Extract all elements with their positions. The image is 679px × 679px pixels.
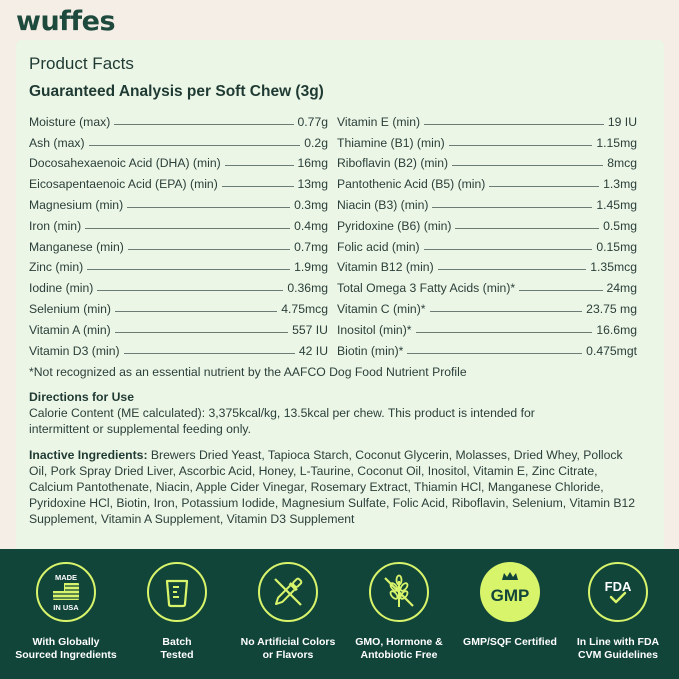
leader-line (416, 332, 593, 333)
nutrient-row (337, 212, 637, 233)
nutrient-value: 0.7mg (294, 239, 328, 254)
nutrient-row (337, 170, 637, 191)
leader-line (489, 186, 599, 187)
badge-caption-line: Sourced Ingredients (15, 649, 117, 661)
badge-caption (344, 636, 454, 662)
nutrient-row (337, 316, 637, 337)
directions-line: intermittent or supplemental feeding only. (29, 422, 251, 436)
nutrient-label: Thiamine (B1) (min) (337, 135, 445, 150)
leader-line (127, 207, 290, 208)
nutrient-row (29, 129, 328, 150)
nutrient-label: Vitamin B12 (min) (337, 260, 434, 275)
badge-caption (11, 636, 121, 662)
nutrient-label: Inositol (min)* (337, 322, 412, 337)
gmp-badge-text: GMP (490, 586, 530, 605)
ingredients-text: Brewers Dried Yeast, Tapioca Starch, Coconut Glycerin, Molasses, Dried Whey, Pollock Oil, Pork Spray Dried Liver, Ascorbic Acid, Honey, L-Taurine, Coconut Oil, Inositol, Vitamin E, Zinc Citrate, Calcium Pantothenate, Niacin, Apple Cider Vinegar, Rosemary Extract, Thiamin HCl, Manganese Chloride, Pyridoxine HCl, Biotin, Iron, Potassium Iodide, Magnesium Sulfate, Folic Acid, Riboflavin, Selenium, Vitamin B12 Supplement, Vitamin A Supplement, Vitamin D3 Supplement (29, 448, 636, 526)
nutrient-label: Pantothenic Acid (B5) (min) (337, 177, 486, 192)
nutrient-value: 16mg (297, 156, 328, 171)
nutrient-label: Ash (max) (29, 135, 85, 150)
nutrient-label: Eicosapentaenoic Acid (EPA) (min) (29, 177, 218, 192)
badge-caption-line: No Artificial Colors (240, 636, 336, 648)
nutrient-row (29, 233, 328, 254)
nutrient-value: 557 IU (292, 322, 328, 337)
nutrient-value: 0.36mg (287, 281, 328, 296)
ingredients-heading: Inactive Ingredients: (29, 448, 148, 462)
nutrient-label: Folic acid (min) (337, 239, 420, 254)
nutrient-value: 0.475mgt (586, 343, 637, 358)
nutrient-label: Vitamin A (min) (29, 322, 111, 337)
nutrient-label: Zinc (min) (29, 260, 84, 275)
badge-caption-line: CVM Guidelines (578, 649, 658, 661)
nutrient-label: Pyridoxine (B6) (min) (337, 218, 452, 233)
badge-caption-line: or Flavors (262, 649, 314, 661)
nutrient-row (337, 108, 637, 129)
nutrient-label: Manganese (min) (29, 239, 124, 254)
nutrient-row (337, 129, 637, 150)
nutrient-value: 23.75 mg (586, 301, 637, 316)
nutrient-row (29, 316, 328, 337)
nutrient-value: 0.2g (304, 135, 328, 150)
leader-line (115, 332, 288, 333)
nutrient-list-left (29, 108, 328, 358)
nutrient-label: Niacin (B3) (min) (337, 197, 429, 212)
nutrient-label: Magnesium (min) (29, 197, 124, 212)
leader-line (87, 269, 290, 270)
nutrient-value: 24mg (606, 281, 637, 296)
nutrient-row (337, 337, 637, 358)
aafco-footnote: *Not recognized as an essential nutrient by the AAFCO Dog Food Nutrient Profile (29, 365, 467, 379)
leader-line (407, 353, 582, 354)
badge-caption-line: Antobiotic Free (360, 649, 438, 661)
badge-fda-guidelines (563, 562, 673, 662)
nutrient-value: 19 IU (607, 114, 637, 129)
badge-gmo-free (344, 562, 454, 662)
leader-line (452, 165, 603, 166)
badge-footer (0, 549, 679, 679)
brand-logo: wuffes (16, 6, 116, 37)
nutrient-row (29, 191, 328, 212)
nutrient-row (29, 108, 328, 129)
leader-line (449, 145, 593, 146)
nutrient-label: Total Omega 3 Fatty Acids (min)* (337, 281, 516, 296)
leader-line (432, 207, 592, 208)
badge-top-text: MADE (54, 573, 78, 582)
badge-caption-line: Tested (160, 649, 194, 661)
badge-caption (122, 636, 232, 662)
nutrient-row (29, 274, 328, 295)
leader-line (124, 353, 295, 354)
badge-caption-line: Batch (162, 636, 192, 648)
leader-line (430, 311, 583, 312)
nutrient-label: Docosahexaenoic Acid (DHA) (min) (29, 156, 221, 171)
nutrient-label: Vitamin D3 (min) (29, 343, 120, 358)
gmp-icon (480, 562, 540, 622)
badge-gmp-certified (455, 562, 565, 649)
leader-line (222, 186, 294, 187)
nutrient-value: 1.9mg (294, 260, 328, 275)
leader-line (424, 249, 593, 250)
analysis-subtitle: Guaranteed Analysis per Soft Chew (3g) (29, 83, 324, 100)
badge-caption (563, 636, 673, 662)
nutrient-row (337, 295, 637, 316)
nutrient-label: Vitamin E (min) (337, 114, 421, 129)
nutrient-value: 1.15mg (596, 135, 637, 150)
leader-line (519, 290, 602, 291)
leader-line (85, 228, 290, 229)
badge-caption-line: GMO, Hormone & (355, 636, 443, 648)
badge-caption (455, 636, 565, 649)
nutrient-row (337, 274, 637, 295)
nutrient-row (337, 150, 637, 171)
nutrient-row (29, 295, 328, 316)
fda-badge-text: FDA (604, 579, 632, 594)
nutrient-label: Iron (min) (29, 218, 82, 233)
directions-line: Calorie Content (ME calculated): 3,375kcal/kg, 13.5kcal per chew. This product is intended for (29, 406, 535, 420)
nutrient-row (337, 233, 637, 254)
nutrient-value: 1.45mg (596, 197, 637, 212)
measuring-cup-icon (147, 562, 207, 622)
leader-line (97, 290, 283, 291)
nutrient-value: 0.5mg (603, 218, 637, 233)
nutrient-row (337, 254, 637, 275)
badge-made-in-usa (11, 562, 121, 662)
badge-no-artificial-colors (233, 562, 343, 662)
nutrient-row (337, 191, 637, 212)
nutrient-label: Moisture (max) (29, 114, 111, 129)
nutrient-value: 16.6mg (596, 322, 637, 337)
nutrient-value: 4.75mcg (281, 301, 328, 316)
badge-batch-tested (122, 562, 232, 662)
nutrient-value: 8mcg (607, 156, 637, 171)
badge-bottom-text: IN USA (53, 603, 79, 612)
badge-caption-line: In Line with FDA (576, 636, 660, 648)
leader-line (438, 269, 587, 270)
nutrient-value: 0.77g (297, 114, 328, 129)
nutrient-list-right (337, 108, 637, 358)
usa-flag-icon (36, 562, 96, 622)
nutrient-row (29, 150, 328, 171)
nutrient-label: Iodine (min) (29, 281, 94, 296)
nutrient-label: Riboflavin (B2) (min) (337, 156, 449, 171)
directions-text (29, 405, 629, 437)
nutrient-row (29, 254, 328, 275)
nutrient-row (29, 212, 328, 233)
nutrient-value: 13mg (297, 177, 328, 192)
nutrient-value: 42 IU (298, 343, 328, 358)
nutrient-row (29, 170, 328, 191)
nutrient-row (29, 337, 328, 358)
leader-line (115, 311, 277, 312)
leader-line (455, 228, 599, 229)
leader-line (225, 165, 294, 166)
leader-line (114, 124, 293, 125)
nutrient-value: 1.35mcg (590, 260, 637, 275)
page-title: Product Facts (29, 54, 134, 73)
leader-line (89, 145, 301, 146)
fda-check-icon (588, 562, 648, 622)
inactive-ingredients (29, 447, 639, 527)
leader-line (424, 124, 604, 125)
nutrient-value: 0.3mg (294, 197, 328, 212)
nutrient-label: Biotin (min)* (337, 343, 404, 358)
wheat-crossed-icon (369, 562, 429, 622)
badge-caption-line: With Globally (32, 636, 100, 648)
badge-caption (233, 636, 343, 662)
nutrient-value: 1.3mg (603, 177, 637, 192)
nutrient-label: Selenium (min) (29, 301, 111, 316)
nutrient-label: Vitamin C (min)* (337, 301, 426, 316)
nutrient-value: 0.4mg (294, 218, 328, 233)
leader-line (128, 249, 290, 250)
dropper-crossed-icon (258, 562, 318, 622)
nutrient-value: 0.15mg (596, 239, 637, 254)
directions-heading: Directions for Use (29, 390, 134, 404)
badge-caption-line: GMP/SQF Certified (463, 636, 557, 648)
